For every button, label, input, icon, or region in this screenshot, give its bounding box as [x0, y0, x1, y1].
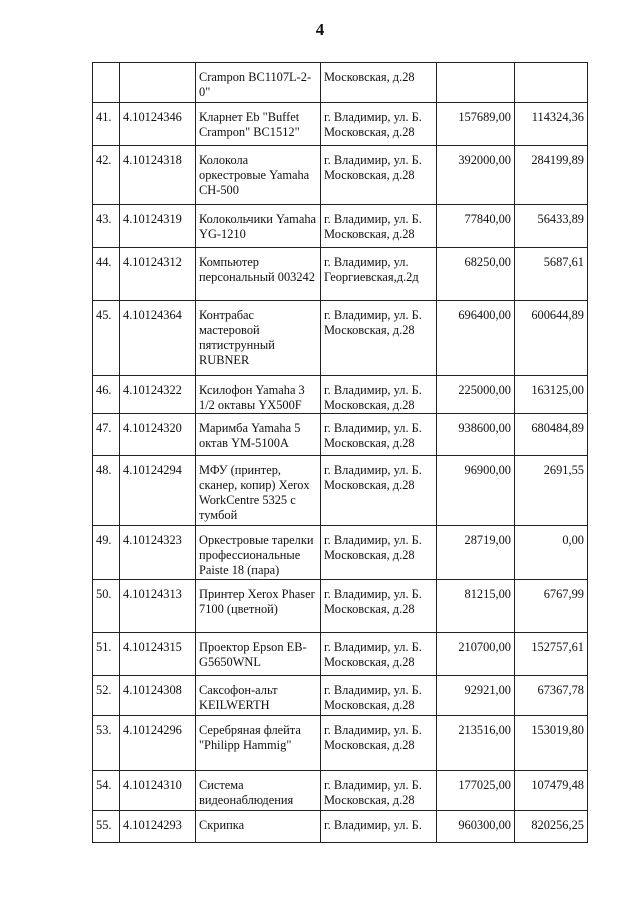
table-row: [93, 248, 588, 301]
item-name-cell-text: Ксилофон Yamaha 3 1/2 октавы YX500F: [199, 383, 305, 412]
item-name-cell-text: Скрипка: [199, 818, 245, 832]
table-row: [93, 205, 588, 248]
row-number-cell-text: 43.: [96, 212, 112, 226]
item-name-cell: [196, 580, 321, 633]
address-cell-text: г. Владимир, ул. Б. Московская, д.28: [324, 533, 422, 562]
cost-cell: [437, 376, 515, 414]
address-cell: [321, 811, 437, 843]
row-number-cell-text: 50.: [96, 587, 112, 601]
item-name-cell-text: Принтер Xerox Phaser 7100 (цветной): [199, 587, 315, 616]
address-cell-text: г. Владимир, ул. Б. Московская, д.28: [324, 463, 422, 492]
cost-cell-text: 92921,00: [464, 683, 511, 697]
residual-value-cell: [515, 414, 588, 456]
residual-value-cell-text: 152757,61: [531, 640, 584, 654]
inventory-code-cell-text: 4.10124296: [123, 723, 182, 737]
address-cell: [321, 146, 437, 205]
row-number-cell-text: 47.: [96, 421, 112, 435]
inventory-code-cell: [120, 676, 196, 716]
row-number-cell: [93, 676, 120, 716]
residual-value-cell-text: 2691,55: [543, 463, 584, 477]
row-number-cell: [93, 376, 120, 414]
item-name-cell-text: Оркестровые тарелки профессиональные Paiste 18 (пара): [199, 533, 314, 577]
cost-cell-text: 77840,00: [464, 212, 511, 226]
cost-cell-text: 210700,00: [458, 640, 511, 654]
inventory-code-cell-text: 4.10124312: [123, 255, 182, 269]
item-name-cell-text: Кларнет Eb "Buffet Crampon" BC1512": [199, 110, 300, 139]
table-row: [93, 771, 588, 811]
row-number-cell: [93, 633, 120, 676]
cost-cell-text: 28719,00: [464, 533, 511, 547]
residual-value-cell-text: 6767,99: [543, 587, 584, 601]
table-row: [93, 633, 588, 676]
cost-cell-text: 225000,00: [458, 383, 511, 397]
row-number-cell: [93, 456, 120, 526]
item-name-cell-text: Crampon BC1107L-2-0": [199, 70, 312, 99]
cost-cell: [437, 716, 515, 771]
table-row: [93, 580, 588, 633]
row-number-cell-text: 46.: [96, 383, 112, 397]
row-number-cell: [93, 103, 120, 146]
row-number-cell: [93, 526, 120, 580]
cost-cell: [437, 526, 515, 580]
inventory-code-cell-text: 4.10124308: [123, 683, 182, 697]
row-number-cell: [93, 146, 120, 205]
residual-value-cell-text: 5687,61: [543, 255, 584, 269]
inventory-table: [92, 62, 588, 843]
cost-cell: [437, 580, 515, 633]
row-number-cell-text: 54.: [96, 778, 112, 792]
inventory-code-cell: [120, 301, 196, 376]
address-cell-text: г. Владимир, ул. Б. Московская, д.28: [324, 640, 422, 669]
inventory-code-cell: [120, 716, 196, 771]
item-name-cell-text: Саксофон-альт KEILWERTH: [199, 683, 278, 712]
cost-cell: [437, 248, 515, 301]
item-name-cell-text: МФУ (принтер, сканер, копир) Xerox WorkCentre 5325 с тумбой: [199, 463, 310, 522]
row-number-cell: [93, 248, 120, 301]
table-row: [93, 146, 588, 205]
inventory-code-cell-text: 4.10124322: [123, 383, 182, 397]
residual-value-cell: [515, 63, 588, 103]
page-number: 4: [315, 20, 325, 39]
inventory-code-cell: [120, 414, 196, 456]
address-cell: [321, 63, 437, 103]
item-name-cell-text: Компьютер персональный 003242: [199, 255, 315, 284]
item-name-cell: [196, 301, 321, 376]
row-number-cell: [93, 205, 120, 248]
cost-cell-text: 177025,00: [458, 778, 511, 792]
item-name-cell: [196, 248, 321, 301]
address-cell: [321, 248, 437, 301]
row-number-cell: [93, 771, 120, 811]
row-number-cell: [93, 63, 120, 103]
cost-cell-text: 157689,00: [458, 110, 511, 124]
item-name-cell: [196, 376, 321, 414]
cost-cell: [437, 811, 515, 843]
residual-value-cell: [515, 811, 588, 843]
address-cell: [321, 103, 437, 146]
cost-cell-text: 938600,00: [458, 421, 511, 435]
item-name-cell-text: Колокола оркестровые Yamaha CH-500: [199, 153, 310, 197]
row-number-cell: [93, 811, 120, 843]
residual-value-cell-text: 56433,89: [537, 212, 584, 226]
cost-cell-text: 213516,00: [458, 723, 511, 737]
residual-value-cell-text: 0,00: [562, 533, 584, 547]
address-cell: [321, 205, 437, 248]
residual-value-cell-text: 600644,89: [531, 308, 584, 322]
cost-cell: [437, 771, 515, 811]
item-name-cell-text: Контрабас мастеровой пятиструнный RUBNER: [199, 308, 275, 367]
address-cell: [321, 456, 437, 526]
inventory-code-cell-text: 4.10124323: [123, 533, 182, 547]
inventory-code-cell-text: 4.10124313: [123, 587, 182, 601]
item-name-cell-text: Серебряная флейта "Philipp Hammig": [199, 723, 301, 752]
cost-cell: [437, 146, 515, 205]
inventory-code-cell: [120, 103, 196, 146]
cost-cell: [437, 456, 515, 526]
cost-cell: [437, 205, 515, 248]
residual-value-cell: [515, 771, 588, 811]
cost-cell: [437, 676, 515, 716]
table-row: [93, 414, 588, 456]
item-name-cell: [196, 456, 321, 526]
residual-value-cell-text: 163125,00: [531, 383, 584, 397]
address-cell-text: г. Владимир, ул. Б. Московская, д.28: [324, 683, 422, 712]
item-name-cell: [196, 716, 321, 771]
residual-value-cell: [515, 376, 588, 414]
residual-value-cell-text: 153019,80: [531, 723, 584, 737]
address-cell-text: г. Владимир, ул. Георгиевская,д.2д: [324, 255, 419, 284]
inventory-table-body: [93, 63, 588, 843]
residual-value-cell: [515, 580, 588, 633]
residual-value-cell: [515, 248, 588, 301]
address-cell: [321, 676, 437, 716]
residual-value-cell: [515, 103, 588, 146]
table-row: [93, 676, 588, 716]
address-cell-text: г. Владимир, ул. Б. Московская, д.28: [324, 212, 422, 241]
address-cell: [321, 580, 437, 633]
address-cell-text: Московская, д.28: [324, 70, 415, 84]
address-cell-text: г. Владимир, ул. Б. Московская, д.28: [324, 308, 422, 337]
item-name-cell: [196, 146, 321, 205]
item-name-cell: [196, 103, 321, 146]
table-row: [93, 63, 588, 103]
residual-value-cell-text: 67367,78: [537, 683, 584, 697]
residual-value-cell: [515, 146, 588, 205]
inventory-code-cell-text: 4.10124319: [123, 212, 182, 226]
row-number-cell-text: 42.: [96, 153, 112, 167]
inventory-code-cell: [120, 771, 196, 811]
item-name-cell: [196, 771, 321, 811]
inventory-code-cell: [120, 248, 196, 301]
row-number-cell-text: 48.: [96, 463, 112, 477]
inventory-code-cell-text: 4.10124346: [123, 110, 182, 124]
residual-value-cell-text: 284199,89: [531, 153, 584, 167]
inventory-code-cell-text: 4.10124318: [123, 153, 182, 167]
residual-value-cell: [515, 526, 588, 580]
address-cell: [321, 301, 437, 376]
inventory-code-cell: [120, 456, 196, 526]
cost-cell-text: 696400,00: [458, 308, 511, 322]
address-cell: [321, 771, 437, 811]
table-row: [93, 811, 588, 843]
address-cell-text: г. Владимир, ул. Б. Московская, д.28: [324, 153, 422, 182]
item-name-cell: [196, 676, 321, 716]
address-cell: [321, 716, 437, 771]
address-cell-text: г. Владимир, ул. Б. Московская, д.28: [324, 723, 422, 752]
inventory-code-cell-text: 4.10124315: [123, 640, 182, 654]
residual-value-cell-text: 680484,89: [531, 421, 584, 435]
table-row: [93, 456, 588, 526]
cost-cell-text: 68250,00: [464, 255, 511, 269]
item-name-cell: [196, 811, 321, 843]
item-name-cell: [196, 526, 321, 580]
inventory-code-cell: [120, 376, 196, 414]
item-name-cell: [196, 414, 321, 456]
row-number-cell-text: 45.: [96, 308, 112, 322]
inventory-code-cell-text: 4.10124364: [123, 308, 182, 322]
item-name-cell-text: Проектор Epson EB-G5650WNL: [199, 640, 307, 669]
address-cell: [321, 376, 437, 414]
address-cell: [321, 526, 437, 580]
address-cell-text: г. Владимир, ул. Б. Московская, д.28: [324, 383, 422, 412]
cost-cell-text: 81215,00: [464, 587, 511, 601]
row-number-cell-text: 53.: [96, 723, 112, 737]
table-row: [93, 301, 588, 376]
inventory-code-cell: [120, 63, 196, 103]
address-cell-text: г. Владимир, ул. Б. Московская, д.28: [324, 110, 422, 139]
residual-value-cell-text: 820256,25: [531, 818, 584, 832]
inventory-code-cell-text: 4.10124293: [123, 818, 182, 832]
residual-value-cell-text: 114324,36: [531, 110, 584, 124]
cost-cell-text: 960300,00: [458, 818, 511, 832]
inventory-code-cell: [120, 633, 196, 676]
table-row: [93, 376, 588, 414]
row-number-cell-text: 51.: [96, 640, 112, 654]
item-name-cell-text: Маримба Yamaha 5 октав YM-5100A: [199, 421, 301, 450]
table-row: [93, 526, 588, 580]
row-number-cell-text: 44.: [96, 255, 112, 269]
residual-value-cell: [515, 633, 588, 676]
address-cell-text: г. Владимир, ул. Б. Московская, д.28: [324, 778, 422, 807]
cost-cell-text: 392000,00: [458, 153, 511, 167]
residual-value-cell: [515, 301, 588, 376]
item-name-cell-text: Колокольчики Yamaha YG-1210: [199, 212, 317, 241]
address-cell-text: г. Владимир, ул. Б. Московская, д.28: [324, 587, 422, 616]
cost-cell-text: 96900,00: [464, 463, 511, 477]
inventory-code-cell-text: 4.10124310: [123, 778, 182, 792]
row-number-cell: [93, 716, 120, 771]
table-row: [93, 716, 588, 771]
inventory-code-cell: [120, 811, 196, 843]
item-name-cell-text: Система видеонаблюдения: [199, 778, 294, 807]
row-number-cell-text: 55.: [96, 818, 112, 832]
item-name-cell: [196, 63, 321, 103]
cost-cell: [437, 633, 515, 676]
row-number-cell-text: 52.: [96, 683, 112, 697]
inventory-code-cell-text: 4.10124320: [123, 421, 182, 435]
address-cell: [321, 414, 437, 456]
residual-value-cell: [515, 716, 588, 771]
residual-value-cell: [515, 456, 588, 526]
row-number-cell: [93, 414, 120, 456]
inventory-code-cell: [120, 205, 196, 248]
table-row: [93, 103, 588, 146]
address-cell-text: г. Владимир, ул. Б.: [324, 818, 422, 832]
inventory-code-cell: [120, 580, 196, 633]
inventory-code-cell: [120, 526, 196, 580]
residual-value-cell: [515, 676, 588, 716]
row-number-cell: [93, 580, 120, 633]
inventory-code-cell-text: 4.10124294: [123, 463, 182, 477]
cost-cell: [437, 103, 515, 146]
row-number-cell-text: 41.: [96, 110, 112, 124]
item-name-cell: [196, 633, 321, 676]
row-number-cell-text: 49.: [96, 533, 112, 547]
inventory-code-cell: [120, 146, 196, 205]
item-name-cell: [196, 205, 321, 248]
cost-cell: [437, 414, 515, 456]
residual-value-cell: [515, 205, 588, 248]
address-cell: [321, 633, 437, 676]
cost-cell: [437, 301, 515, 376]
row-number-cell: [93, 301, 120, 376]
residual-value-cell-text: 107479,48: [531, 778, 584, 792]
cost-cell: [437, 63, 515, 103]
address-cell-text: г. Владимир, ул. Б. Московская, д.28: [324, 421, 422, 450]
